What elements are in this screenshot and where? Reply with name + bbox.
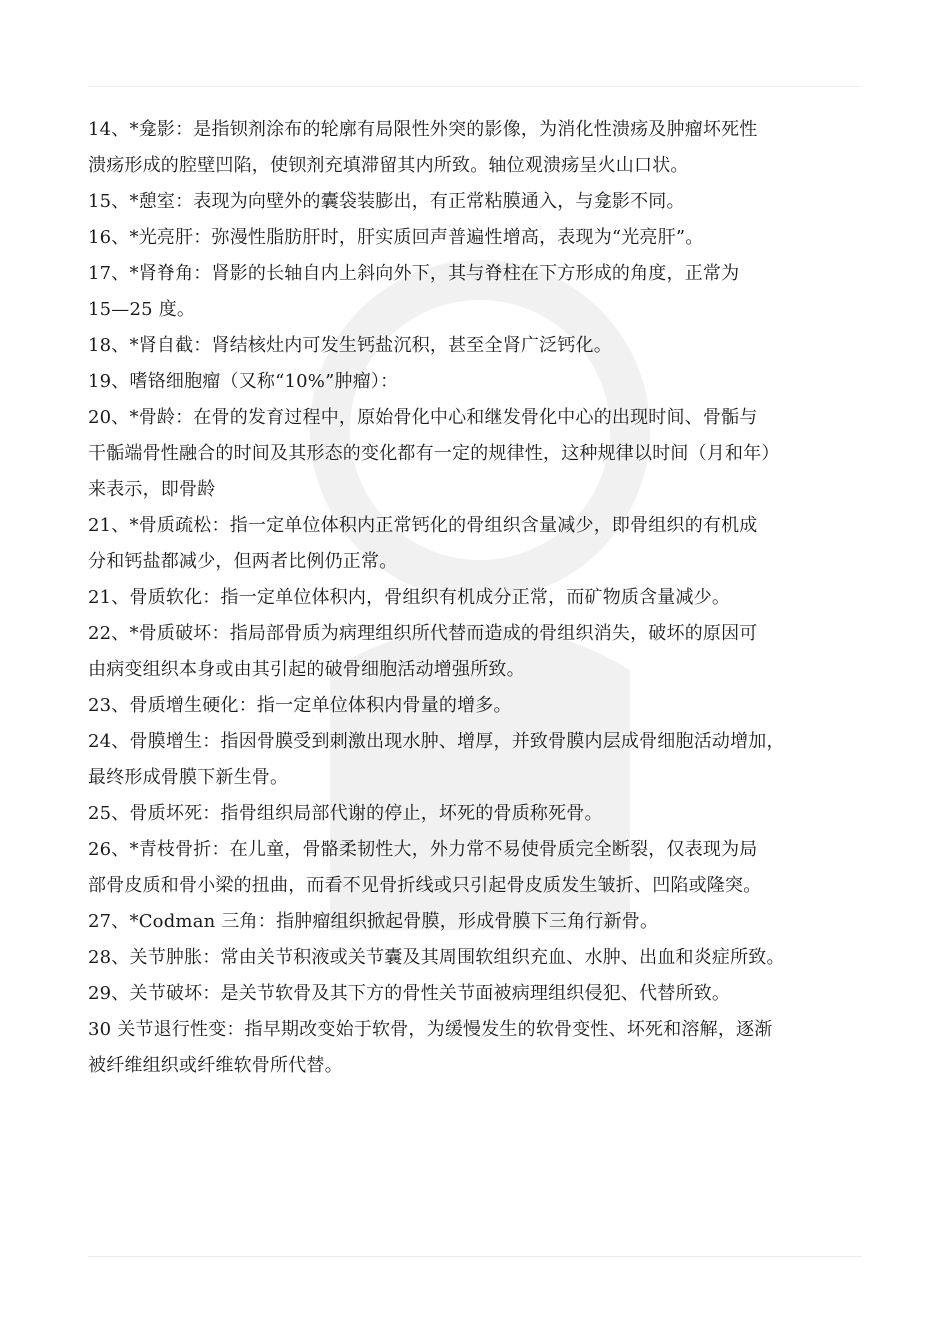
term-entry — [88, 944, 878, 980]
entry-line: 29、关节破坏：是关节软骨及其下方的骨性关节面被病理组织侵犯、代替所致。 — [88, 983, 731, 1004]
entry-line: 21、*骨质疏松：指一定单位体积内正常钙化的骨组织含量减少，即骨组织的有机成 — [88, 515, 758, 536]
entry-line: 溃疡形成的腔壁凹陷，使钡剂充填滞留其内所致。轴位观溃疡呈火山口状。 — [88, 155, 689, 176]
term-entry — [88, 332, 878, 368]
entry-line: 19、嗜铬细胞瘤（又称“10%”肿瘤）： — [88, 371, 399, 392]
term-entry — [88, 908, 878, 944]
term-entry — [88, 620, 878, 692]
entry-line: 15—25 度。 — [88, 299, 196, 320]
term-entry — [88, 584, 878, 620]
term-entry — [88, 368, 878, 404]
entry-line: 最终形成骨膜下新生骨。 — [88, 767, 289, 788]
term-entry — [88, 404, 878, 512]
entry-line: 27、*Codman 三角：指肿瘤组织掀起骨膜，形成骨膜下三角行新骨。 — [88, 911, 659, 932]
term-entry — [88, 188, 878, 224]
entry-line: 17、*肾脊角：肾影的长轴自内上斜向外下，其与脊柱在下方形成的角度，正常为 — [88, 263, 740, 284]
entry-line: 分和钙盐都减少，但两者比例仍正常。 — [88, 551, 398, 572]
entry-line: 24、骨膜增生：指因骨膜受到刺激出现水肿、增厚，并致骨膜内层成骨细胞活动增加， — [88, 731, 785, 752]
entry-line: 25、骨质坏死：指骨组织局部代谢的停止，坏死的骨质称死骨。 — [88, 803, 603, 824]
entry-line: 28、关节肿胀：常由关节积液或关节囊及其周围软组织充血、水肿、出血和炎症所致。 — [88, 947, 785, 968]
term-entry — [88, 512, 878, 584]
term-entry — [88, 980, 878, 1016]
entry-line: 20、*骨龄：在骨的发育过程中，原始骨化中心和继发骨化中心的出现时间、骨骺与 — [88, 407, 758, 428]
entry-line: 15、*憩室：表现为向壁外的囊袋装膨出，有正常粘膜通入，与龛影不同。 — [88, 191, 685, 212]
term-entry — [88, 224, 878, 260]
entry-line: 由病变组织本身或由其引起的破骨细胞活动增强所致。 — [88, 659, 525, 680]
header-divider — [88, 86, 862, 87]
entry-line: 22、*骨质破坏：指局部骨质为病理组织所代替而造成的骨组织消失，破坏的原因可 — [88, 623, 758, 644]
entry-line: 来表示，即骨龄 — [88, 479, 216, 500]
entry-line: 14、*龛影：是指钡剂涂布的轮廓有局限性外突的影像，为消化性溃疡及肿瘤坏死性 — [88, 119, 758, 140]
term-entry — [88, 116, 878, 188]
entry-line: 26、*青枝骨折：在儿童，骨骼柔韧性大，外力常不易使骨质完全断裂，仅表现为局 — [88, 839, 758, 860]
entry-line: 21、骨质软化：指一定单位体积内，骨组织有机成分正常，而矿物质含量减少。 — [88, 587, 731, 608]
entry-line: 23、骨质增生硬化：指一定单位体积内骨量的增多。 — [88, 695, 512, 716]
term-entry — [88, 1016, 878, 1088]
term-entry — [88, 728, 878, 800]
entry-line: 干骺端骨性融合的时间及其形态的变化都有一定的规律性，这种规律以时间（月和年） — [88, 443, 780, 464]
term-entry — [88, 800, 878, 836]
footer-divider — [88, 1256, 862, 1257]
term-entry — [88, 836, 878, 908]
entry-line: 30 关节退行性变：指早期改变始于软骨，为缓慢发生的软骨变性、坏死和溶解，逐渐 — [88, 1019, 773, 1040]
entry-line: 16、*光亮肝：弥漫性脂肪肝时，肝实质回声普遍性增高，表现为“光亮肝”。 — [88, 227, 704, 248]
entry-line: 18、*肾自截：肾结核灶内可发生钙盐沉积，甚至全肾广泛钙化。 — [88, 335, 612, 356]
document-body — [88, 116, 878, 1088]
entry-line: 被纤维组织或纤维软骨所代替。 — [88, 1055, 343, 1076]
entry-line: 部骨皮质和骨小梁的扭曲，而看不见骨折线或只引起骨皮质发生皱折、凹陷或隆突。 — [88, 875, 762, 896]
term-entry — [88, 692, 878, 728]
term-entry — [88, 260, 878, 332]
